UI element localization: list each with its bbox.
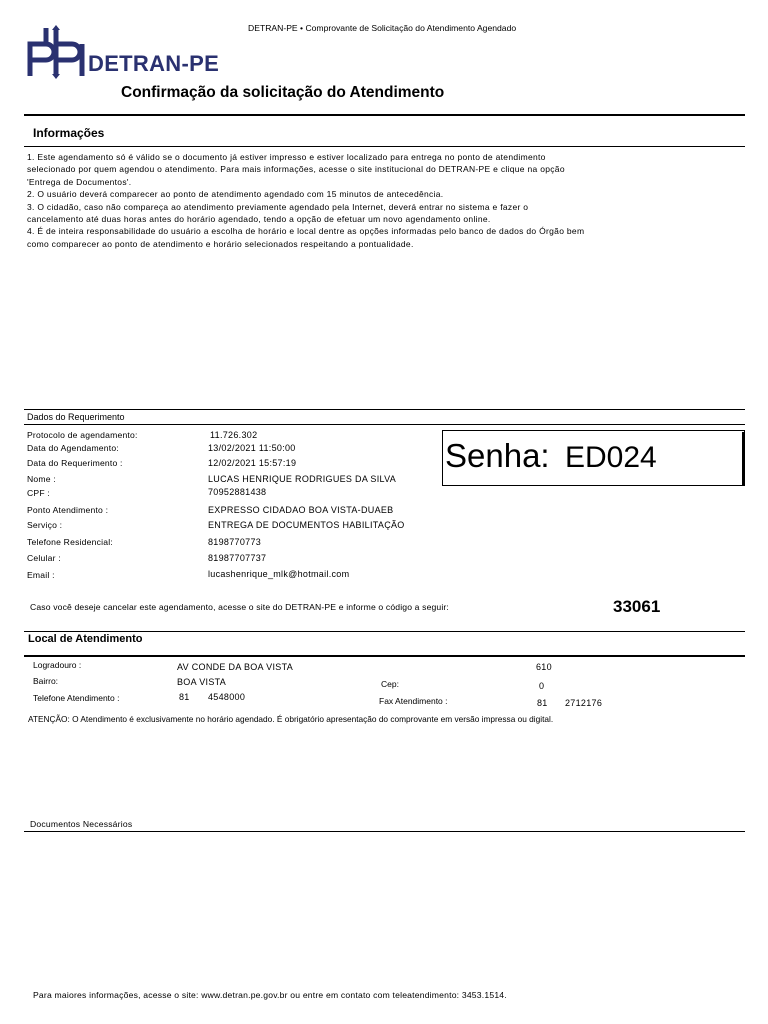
section-heading-documentos: Documentos Necessários — [30, 819, 133, 829]
protocolo-value: 11.726.302 — [210, 430, 258, 440]
footer-text: Para maiores informações, acesse o site: www.detran.pe.gov.br ou entre em contato com teleatendimento: 3453.1514. — [33, 990, 507, 1000]
logradouro-label: Logradouro : — [33, 660, 82, 670]
divider — [24, 409, 745, 410]
telefone-atendimento-value: 4548000 — [208, 692, 246, 702]
nome-label: Nome : — [27, 474, 56, 484]
informacoes-text — [27, 151, 584, 250]
nome-value: LUCAS HENRIQUE RODRIGUES DA SILVA — [208, 474, 397, 484]
celular-value: 81987707737 — [208, 553, 267, 563]
logo-text: DETRAN-PE — [88, 51, 220, 76]
cep-label: Cep: — [381, 679, 399, 689]
detran-logo-icon — [26, 24, 86, 80]
info-line: 3. O cidadão, caso não compareça ao atendimento previamente agendado pela Internet, deverá entrar no sistema e fazer o — [27, 201, 529, 212]
divider — [24, 146, 745, 147]
data-agendamento-value: 13/02/2021 11:50:00 — [208, 443, 296, 453]
ponto-atendimento-label: Ponto Atendimento : — [27, 505, 109, 515]
fax-atendimento-value: 2712176 — [565, 698, 603, 708]
divider — [24, 655, 745, 657]
info-line: selecionado por quem agendou o atendimento. Para mais informações, acesse o site institucional do DETRAN-PE e clique na opção — [27, 164, 565, 175]
info-line: como comparecer ao ponto de atendimento e horário selecionados respeitando a pontualidade. — [27, 238, 414, 249]
data-requerimento-label: Data do Requerimento : — [27, 458, 123, 468]
telefone-atendimento-label: Telefone Atendimento : — [33, 693, 120, 703]
ponto-atendimento-value: EXPRESSO CIDADAO BOA VISTA-DUAEB — [208, 505, 394, 515]
senha-box-shadow — [742, 432, 744, 486]
bairro-label: Bairro: — [33, 676, 59, 686]
divider — [24, 424, 745, 425]
bairro-value: BOA VISTA — [177, 677, 227, 687]
data-agendamento-label: Data do Agendamento: — [27, 443, 119, 453]
cpf-label: CPF : — [27, 488, 50, 498]
document-top-title: DETRAN-PE • Comprovante de Solicitação do Atendimento Agendado — [248, 23, 517, 33]
senha-label: Senha: — [445, 437, 550, 474]
telefone-atendimento-ddd: 81 — [179, 692, 190, 702]
email-value: lucashenrique_mlk@hotmail.com — [208, 569, 350, 579]
cpf-value: 70952881438 — [208, 487, 267, 497]
celular-label: Celular : — [27, 553, 61, 563]
servico-value: ENTREGA DE DOCUMENTOS HABILITAÇÃO — [208, 520, 405, 530]
info-line: 2. O usuário deverá comparecer ao ponto de atendimento agendado com 15 minutos de antecedência. — [27, 189, 444, 200]
cancel-instructions: Caso você deseje cancelar este agendamento, acesse o site do DETRAN-PE e informe o código a seguir: — [30, 602, 449, 612]
page-title: Confirmação da solicitação do Atendimento — [121, 84, 445, 101]
servico-label: Serviço : — [27, 520, 63, 530]
data-requerimento-value: 12/02/2021 15:57:19 — [208, 458, 297, 468]
cep-value: 0 — [539, 681, 545, 691]
fax-atendimento-label: Fax Atendimento : — [379, 696, 448, 706]
protocolo-label: Protocolo de agendamento: — [27, 430, 138, 440]
telefone-residencial-value: 8198770773 — [208, 537, 262, 547]
section-heading-informacoes: Informações — [33, 126, 105, 140]
numero-value: 610 — [536, 662, 552, 672]
atencao-notice: ATENÇÃO: O Atendimento é exclusivamente no horário agendado. É obrigatório apresentação do comprovante em versão impressa ou digital. — [28, 714, 554, 724]
info-line: 1. Este agendamento só é válido se o documento já estiver impresso e estiver localizado para entrega no ponto de atendimento — [27, 152, 546, 162]
telefone-residencial-label: Telefone Residencial: — [27, 537, 113, 547]
fax-atendimento-ddd: 81 — [537, 698, 548, 708]
divider — [24, 631, 745, 632]
info-line: 4. É de inteira responsabilidade do usuário a escolha de horário e local dentre as opções informadas pelo banco de dados do Órgão bem — [27, 226, 585, 237]
email-label: Email : — [27, 570, 55, 580]
info-line: 'Entrega de Documentos'. — [27, 176, 132, 187]
divider — [24, 831, 745, 832]
info-line: cancelamento até duas horas antes do horário agendado, tendo a opção de efetuar um novo agendamento online. — [27, 214, 491, 225]
section-heading-requerimento: Dados do Requerimento — [27, 412, 125, 422]
divider — [24, 114, 745, 116]
logradouro-value: AV CONDE DA BOA VISTA — [177, 662, 293, 672]
cancel-code: 33061 — [613, 597, 661, 616]
section-heading-local: Local de Atendimento — [28, 633, 143, 645]
senha-value: ED024 — [565, 441, 657, 474]
